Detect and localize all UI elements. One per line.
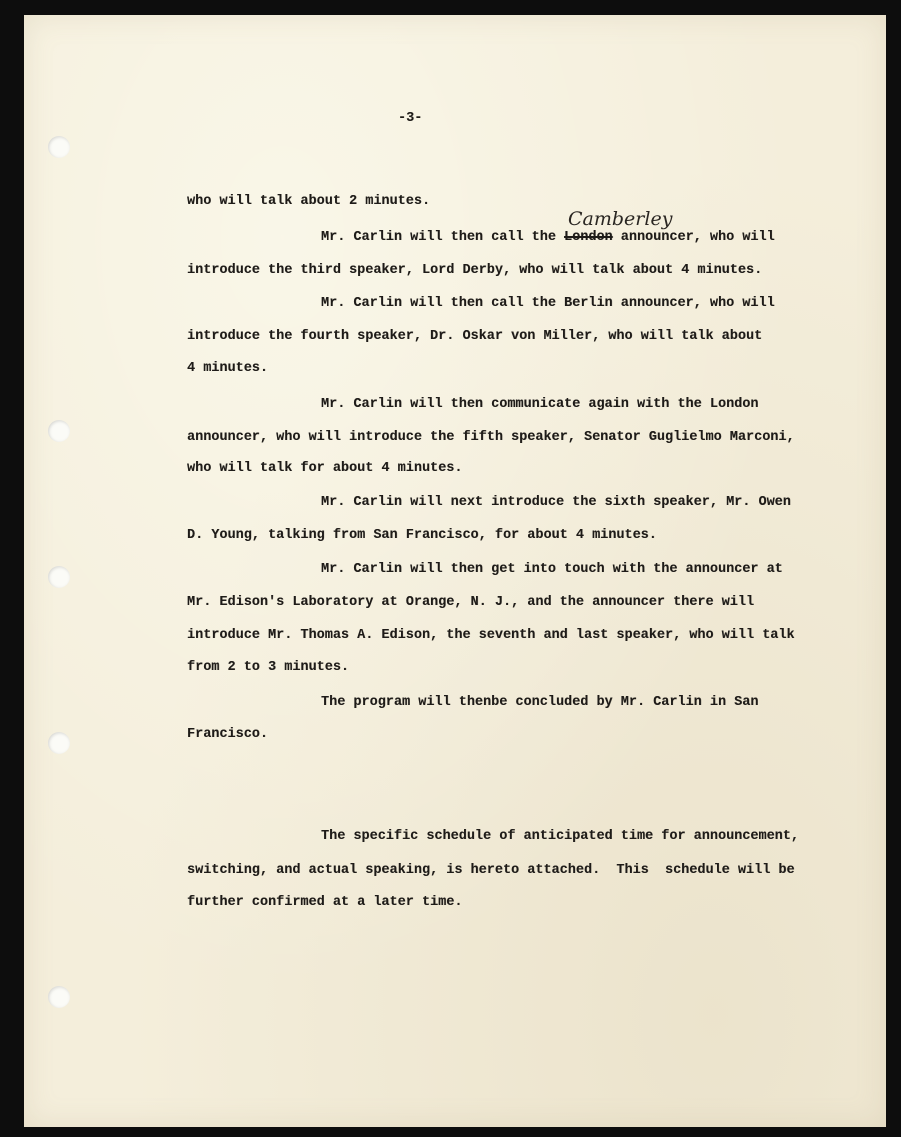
- text-line: from 2 to 3 minutes.: [187, 660, 350, 675]
- page-number: -3-: [398, 111, 423, 126]
- text-line: The specific schedule of anticipated time for announcement,: [321, 829, 799, 844]
- text-line: introduce Mr. Thomas A. Edison, the seventh and last speaker, who will talk: [187, 628, 795, 643]
- text-line: who will talk about 2 minutes.: [187, 194, 431, 209]
- handwritten-insert: Camberley: [568, 208, 673, 230]
- text-segment: announcer, who will: [612, 230, 775, 245]
- punch-hole: [48, 732, 70, 754]
- punch-hole: [48, 986, 70, 1008]
- text-segment: Mr. Carlin will then call the: [321, 230, 565, 245]
- text-line: introduce the fourth speaker, Dr. Oskar von Miller, who will talk about: [187, 329, 763, 344]
- text-line: [321, 231, 775, 245]
- text-line: 4 minutes.: [187, 361, 269, 376]
- text-line: Mr. Carlin will then communicate again with the London: [321, 397, 759, 412]
- text-line: further confirmed at a later time.: [187, 895, 463, 910]
- struck-word: London: [564, 230, 613, 245]
- text-line: who will talk for about 4 minutes.: [187, 461, 463, 476]
- text-line: The program will thenbe concluded by Mr. Carlin in San: [321, 695, 759, 710]
- text-line: announcer, who will introduce the fifth speaker, Senator Guglielmo Marconi,: [187, 430, 795, 445]
- text-line: switching, and actual speaking, is hereto attached. This schedule will be: [187, 863, 795, 878]
- punch-hole: [48, 136, 70, 158]
- text-line: Mr. Edison's Laboratory at Orange, N. J., and the announcer there will: [187, 595, 755, 610]
- text-line: introduce the third speaker, Lord Derby, who will talk about 4 minutes.: [187, 263, 763, 278]
- text-line: Francisco.: [187, 727, 269, 742]
- text-line: Mr. Carlin will next introduce the sixth speaker, Mr. Owen: [321, 495, 791, 510]
- text-line: Mr. Carlin will then get into touch with the announcer at: [321, 562, 783, 577]
- text-line: D. Young, talking from San Francisco, for about 4 minutes.: [187, 528, 657, 543]
- text-line: Mr. Carlin will then call the Berlin announcer, who will: [321, 296, 775, 311]
- punch-hole: [48, 420, 70, 442]
- punch-hole: [48, 566, 70, 588]
